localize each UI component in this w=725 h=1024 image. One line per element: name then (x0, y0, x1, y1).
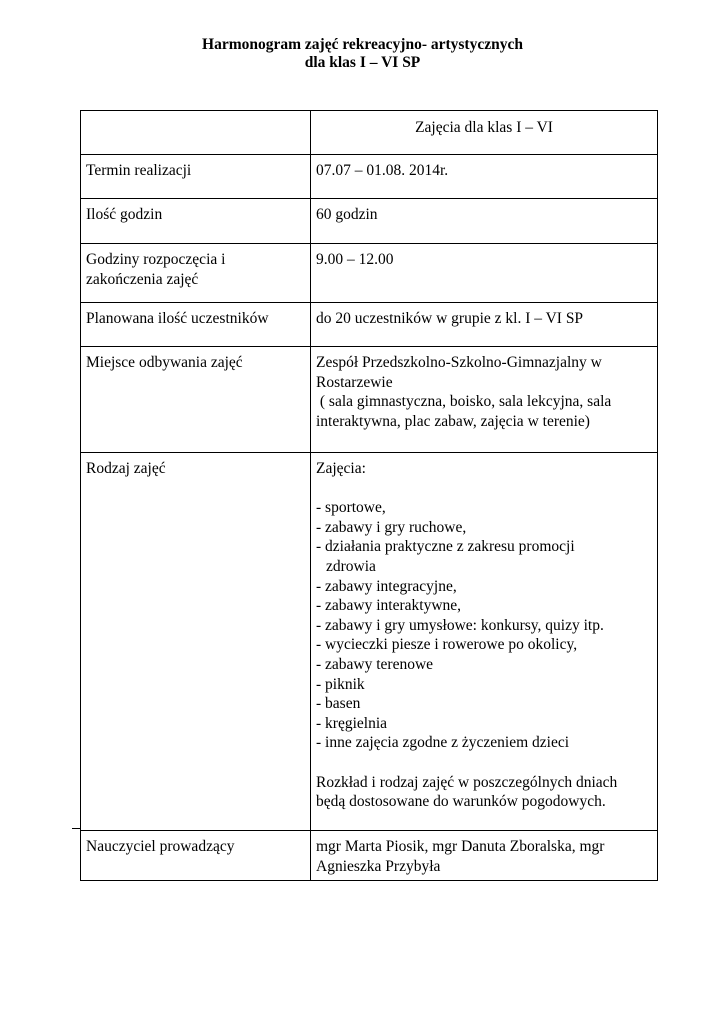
title-line-2: dla klas I – VI SP (304, 54, 421, 71)
list-item: - działania praktyczne z zakresu promocji (316, 538, 575, 556)
list-item: - kręgielnia (316, 714, 388, 732)
label-time-range (81, 244, 311, 303)
teachers-line-1: mgr Marta Piosik, mgr Danuta Zboralska, mgr (316, 838, 605, 855)
teachers-line-2: Agnieszka Przybyła (316, 857, 441, 875)
border-tick-mark (72, 828, 81, 829)
schedule-table (80, 110, 658, 881)
list-item: - zabawy i gry umysłowe: konkursy, quizy itp. (316, 616, 604, 634)
value-location (311, 347, 658, 453)
list-item: - piknik (316, 675, 365, 693)
label-teachers: Nauczyciel prowadzący (81, 831, 311, 881)
value-term: 07.07 – 01.08. 2014r. (311, 155, 658, 199)
activities-intro: Zajęcia: (316, 460, 366, 477)
document-title (0, 36, 725, 72)
activities-list (316, 498, 652, 753)
value-participants: do 20 uczestników w grupie z kl. I – VI SP (311, 303, 658, 347)
row-time-range (81, 244, 658, 303)
title-line-1: Harmonogram zajęć rekreacyjno- artystycznych (202, 36, 523, 53)
row-term (81, 155, 658, 199)
row-location (81, 347, 658, 453)
activities-note-line-1: Rozkład i rodzaj zajęć w poszczególnych dniach (316, 773, 618, 791)
label-time-range-line-2: zakończenia zajęć (86, 270, 199, 288)
value-hours-count: 60 godzin (311, 199, 658, 244)
header-row (81, 111, 658, 155)
list-item: - sportowe, (316, 499, 386, 517)
list-item: - inne zajęcia zgodne z życzeniem dzieci (316, 734, 570, 752)
list-item: - wycieczki piesze i rowerowe po okolicy, (316, 636, 578, 654)
row-activity-types (81, 453, 658, 831)
value-teachers (311, 831, 658, 881)
value-activity-types (311, 453, 658, 831)
row-teachers (81, 831, 658, 881)
label-time-range-line-1: Godziny rozpoczęcia i (86, 251, 226, 268)
list-item: - zabawy interaktywne, (316, 597, 462, 615)
header-cell-classes: Zajęcia dla klas I – VI (311, 111, 658, 155)
list-item: - zabawy integracyjne, (316, 577, 457, 595)
location-line-2: Rostarzewie (316, 373, 393, 391)
label-hours-count: Ilość godzin (81, 199, 311, 244)
label-activity-types: Rodzaj zajęć (81, 453, 311, 831)
activities-note-line-2: będą dostosowane do warunków pogodowych. (316, 793, 606, 811)
list-item: - zabawy terenowe (316, 655, 434, 673)
list-item: - basen (316, 695, 361, 713)
location-line-3: ( sala gimnastyczna, boisko, sala lekcyjna, sala (316, 393, 612, 411)
header-cell-empty (81, 111, 311, 155)
label-location: Miejsce odbywania zajęć (81, 347, 311, 453)
location-line-4: interaktywna, plac zabaw, zajęcia w terenie) (316, 412, 590, 430)
value-time-range: 9.00 – 12.00 (311, 244, 658, 303)
row-participants (81, 303, 658, 347)
location-line-1: Zespół Przedszkolno-Szkolno-Gimnazjalny w (316, 354, 602, 371)
label-term: Termin realizacji (81, 155, 311, 199)
label-participants: Planowana ilość uczestników (81, 303, 311, 347)
list-item: zdrowia (326, 557, 376, 575)
list-item: - zabawy i gry ruchowe, (316, 518, 467, 536)
row-hours-count (81, 199, 658, 244)
